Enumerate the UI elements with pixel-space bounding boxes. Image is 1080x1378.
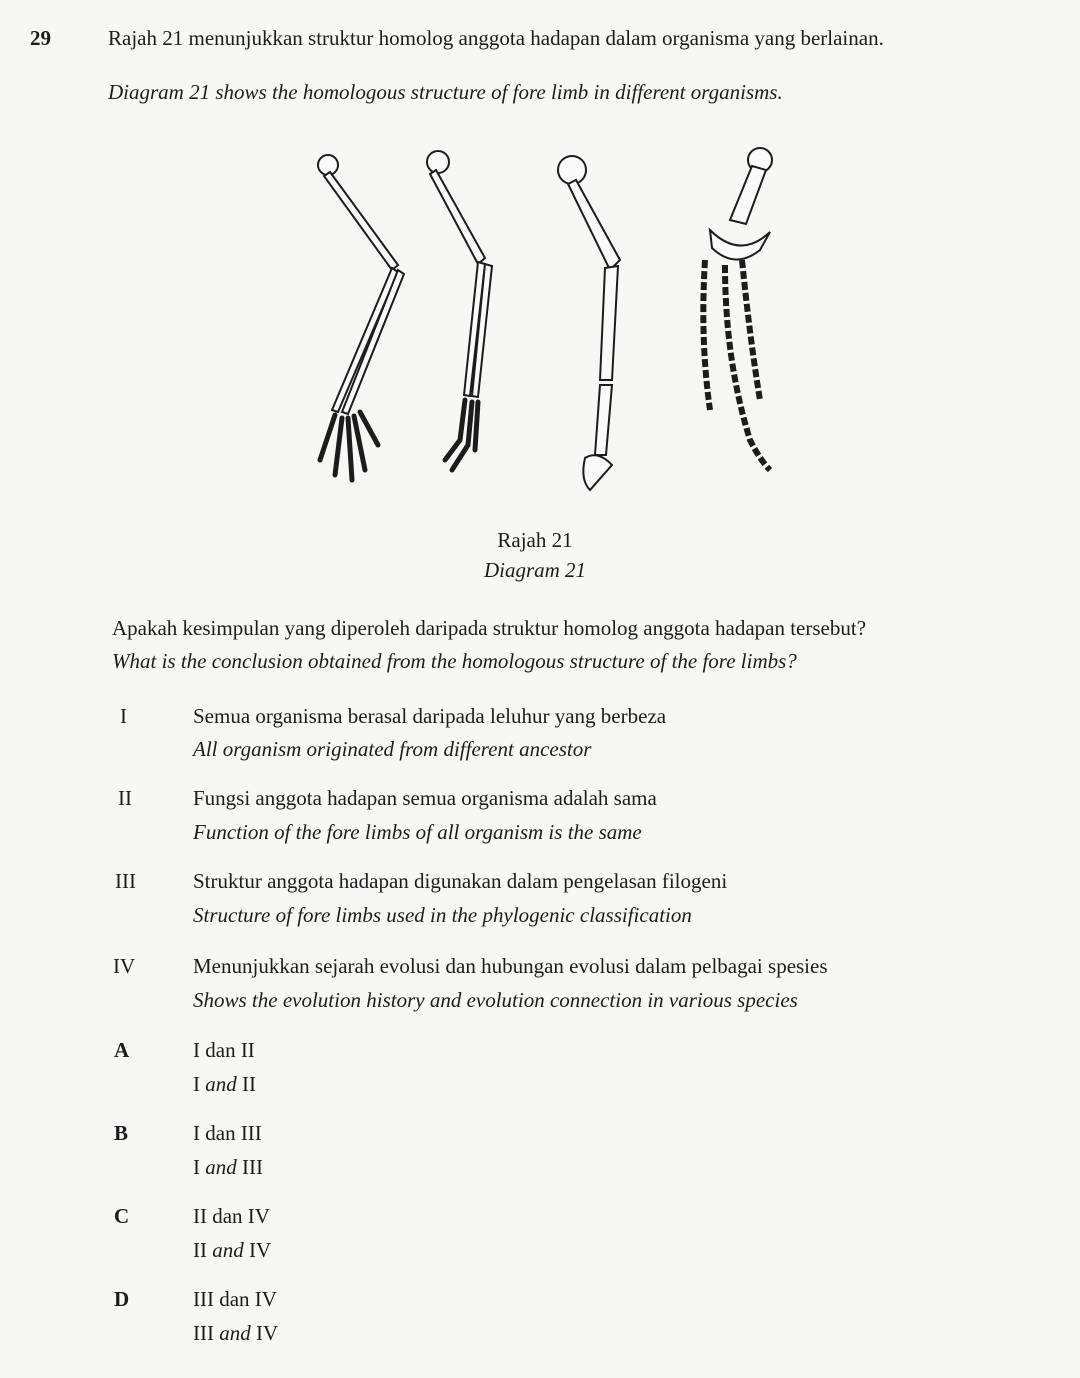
horse-leg-bones — [558, 156, 620, 490]
statement-numeral: IV — [113, 954, 136, 978]
option-en[interactable] — [193, 1155, 263, 1180]
option-en-second: IV — [255, 1321, 279, 1345]
cat-leg-bones — [427, 151, 492, 470]
option-letter[interactable]: A — [114, 1038, 130, 1062]
statement-en: Shows the evolution history and evolution connection in various species — [193, 988, 798, 1012]
option-letter[interactable]: B — [114, 1121, 129, 1145]
statement-ms: Semua organisma berasal daripada leluhur yang berbeza — [193, 704, 667, 728]
statement-en: Structure of fore limbs used in the phylogenic classification — [193, 903, 692, 927]
statement-en: Function of the fore limbs of all organism is the same — [193, 820, 642, 844]
statement-ms: Struktur anggota hadapan digunakan dalam pengelasan filogeni — [193, 869, 728, 893]
statement-numeral: III — [115, 869, 136, 893]
prompt-en: What is the conclusion obtained from the homologous structure of the fore limbs? — [112, 649, 797, 673]
option-en-first: III — [193, 1321, 214, 1345]
option-ms[interactable]: I dan III — [193, 1121, 262, 1145]
question-number: 29 — [30, 26, 51, 50]
option-en-first: II — [193, 1238, 207, 1262]
statement-ms: Menunjukkan sejarah evolusi dan hubungan evolusi dalam pelbagai spesies — [193, 954, 828, 978]
question-text-ms: Rajah 21 menunjukkan struktur homolog anggota hadapan dalam organisma yang berlainan. — [108, 26, 884, 50]
option-en-and: and — [205, 1072, 237, 1096]
human-arm-bones — [318, 155, 404, 480]
diagram-caption-en: Diagram 21 — [483, 558, 587, 582]
option-ms[interactable]: II dan IV — [193, 1204, 270, 1228]
whale-flipper-bones — [703, 148, 772, 470]
statement-numeral: I — [120, 704, 127, 728]
option-en-first: I — [193, 1072, 200, 1096]
option-en-and: and — [205, 1155, 237, 1179]
option-en-first: I — [193, 1155, 200, 1179]
statement-numeral: II — [118, 786, 132, 810]
option-en-and: and — [212, 1238, 244, 1262]
question-text-en: Diagram 21 shows the homologous structure of fore limb in different organisms. — [108, 80, 783, 104]
option-ms[interactable]: I dan II — [193, 1038, 255, 1062]
option-letter[interactable]: C — [114, 1204, 130, 1228]
option-en-second: IV — [249, 1238, 272, 1262]
option-en-second: II — [242, 1072, 256, 1096]
prompt-ms: Apakah kesimpulan yang diperoleh daripada struktur homolog anggota hadapan tersebut? — [112, 616, 867, 640]
option-en[interactable] — [193, 1072, 256, 1097]
option-letter[interactable]: D — [114, 1287, 130, 1311]
forelimb-diagram — [280, 140, 800, 500]
diagram-caption-ms: Rajah 21 — [497, 528, 573, 552]
option-en[interactable] — [193, 1321, 278, 1346]
option-en[interactable] — [193, 1238, 271, 1263]
option-ms[interactable]: III dan IV — [193, 1287, 277, 1311]
option-en-and: and — [219, 1321, 251, 1345]
statement-ms: Fungsi anggota hadapan semua organisma adalah sama — [193, 786, 657, 810]
option-en-second: III — [242, 1155, 263, 1179]
statement-en: All organism originated from different ancestor — [193, 737, 592, 761]
